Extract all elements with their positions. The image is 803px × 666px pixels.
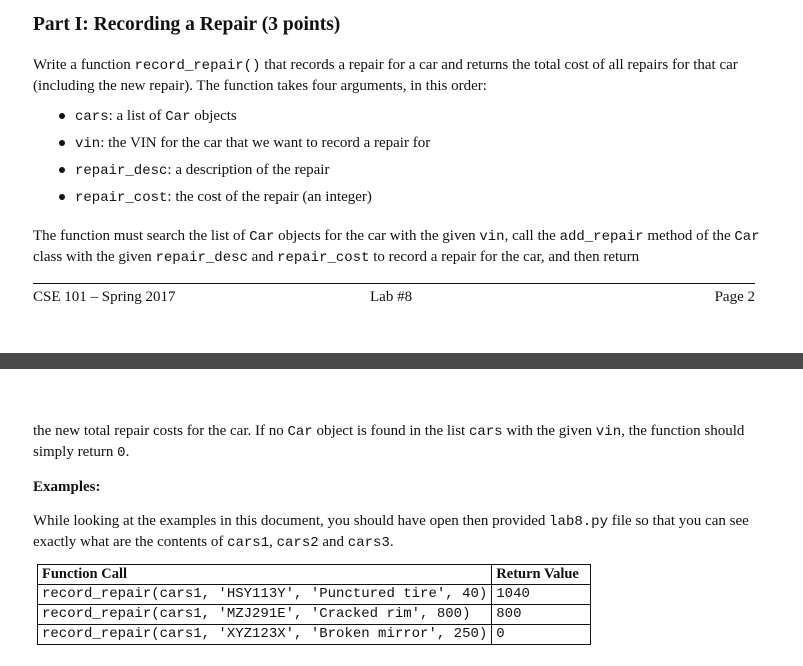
body-code: repair_desc <box>155 250 248 266</box>
table-row <box>38 625 591 645</box>
cont-code: 0 <box>117 445 126 461</box>
footer-divider <box>33 283 755 284</box>
intro-paragraph <box>33 55 765 96</box>
body-text: The function must search the list of <box>33 228 250 244</box>
cont-text: the new total repair costs for the car. If no <box>33 423 288 439</box>
list-item <box>59 187 430 214</box>
intro-text: Write a function <box>33 57 135 73</box>
body-paragraph <box>33 226 765 268</box>
arg-desc: : the cost of the repair (an integer) <box>167 189 372 205</box>
table-row <box>38 605 591 625</box>
examples-code: cars2 <box>276 535 319 551</box>
body-code: Car <box>734 229 760 245</box>
arg-desc: : a description of the repair <box>167 162 330 178</box>
table-row <box>38 585 591 605</box>
page-separator <box>0 353 803 369</box>
function-name-code: record_repair() <box>134 58 261 74</box>
examples-code: cars3 <box>347 535 390 551</box>
body-code: repair_cost <box>277 250 370 266</box>
examples-intro-paragraph <box>33 511 765 553</box>
footer-lab: Lab #8 <box>370 289 413 305</box>
bullet-icon <box>59 140 65 146</box>
footer-page-number: Page 2 <box>714 289 755 305</box>
list-item <box>59 106 430 133</box>
examples-text: , <box>269 534 277 550</box>
intro-text-rest: that records a repair for a car and returns the total cost of all repairs for that car (including the new repair). The function takes four arguments, in this order: <box>33 57 738 94</box>
arg-name: repair_cost <box>75 190 168 206</box>
bullet-icon <box>59 113 65 119</box>
body-text: method of the <box>643 228 735 244</box>
cont-text: with the given <box>502 423 596 439</box>
arg-name: vin <box>75 136 101 152</box>
footer-course: CSE 101 – Spring 2017 <box>33 289 176 305</box>
body-text: , call the <box>504 228 560 244</box>
arg-name: cars <box>75 109 109 125</box>
examples-table <box>37 564 591 645</box>
header-return-value: Return Value <box>492 565 591 585</box>
cont-text: . <box>125 444 130 460</box>
cont-text: , the function should simply return <box>33 423 745 460</box>
body-text: objects for the car with the given <box>274 228 480 244</box>
body-code: Car <box>249 229 275 245</box>
cont-code: vin <box>595 424 622 440</box>
cont-code: Car <box>287 424 313 440</box>
arg-name: repair_desc <box>75 163 168 179</box>
list-item <box>59 160 430 187</box>
bullet-icon <box>59 167 65 173</box>
list-item <box>59 133 430 160</box>
return-value-cell: 800 <box>492 605 591 625</box>
cont-text: object is found in the list <box>312 423 469 439</box>
function-call-cell: record_repair(cars1, 'HSY113Y', 'Punctured tire', 40) <box>38 585 492 605</box>
return-value-cell: 0 <box>492 625 591 645</box>
examples-code: lab8.py <box>549 514 608 530</box>
examples-text: While looking at the examples in this document, you should have open then provided <box>33 513 550 529</box>
return-value-cell: 1040 <box>492 585 591 605</box>
arg-code: Car <box>165 109 191 125</box>
arg-desc-rest: objects <box>190 108 237 124</box>
examples-code: cars1 <box>227 535 270 551</box>
body-text: and <box>247 249 278 265</box>
examples-heading: Examples: <box>33 479 101 495</box>
body-text: to record a repair for the car, and then return <box>369 249 640 265</box>
header-function-call: Function Call <box>38 565 492 585</box>
body-text: class with the given <box>33 249 156 265</box>
cont-code: cars <box>468 424 503 440</box>
argument-list <box>59 106 430 214</box>
section-heading: Part I: Recording a Repair (3 points) <box>33 14 341 35</box>
examples-text: file so that you can see exactly what are the contents of <box>33 513 749 550</box>
arg-desc: : a list of <box>108 108 166 124</box>
function-call-cell: record_repair(cars1, 'MZJ291E', 'Cracked rim', 800) <box>38 605 492 625</box>
examples-text: and <box>318 534 348 550</box>
arg-desc: : the VIN for the car that we want to record a repair for <box>100 135 431 151</box>
continuation-paragraph <box>33 421 765 463</box>
body-code: add_repair <box>559 229 644 245</box>
bullet-icon <box>59 194 65 200</box>
body-code: vin <box>479 229 505 245</box>
function-call-cell: record_repair(cars1, 'XYZ123X', 'Broken mirror', 250) <box>38 625 492 645</box>
table-header-row <box>38 565 591 585</box>
examples-text: . <box>389 534 394 550</box>
